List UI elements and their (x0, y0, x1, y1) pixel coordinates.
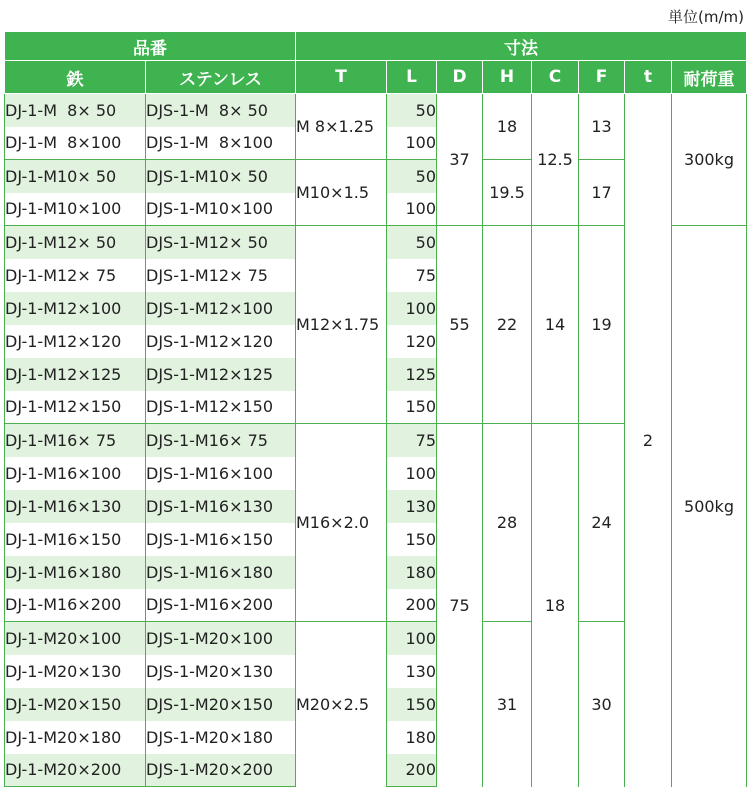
unit-label: 単位(m/m) (668, 8, 744, 26)
stainless-code: DJS-1-M20×100 (146, 622, 296, 655)
dim-D: 75 (437, 424, 483, 787)
length: 150 (387, 391, 437, 424)
header-load: 耐荷重 (672, 61, 747, 94)
thread-size: M10×1.5 (296, 160, 387, 226)
iron-code: DJ-1-M20×150 (5, 688, 146, 721)
stainless-code: DJS-1-M12× 50 (146, 226, 296, 259)
dim-C: 12.5 (532, 94, 579, 226)
length: 50 (387, 94, 437, 127)
stainless-code: DJS-1-M10×100 (146, 193, 296, 226)
iron-code: DJ-1-M20×100 (5, 622, 146, 655)
dim-F: 24 (579, 424, 625, 622)
length: 150 (387, 688, 437, 721)
dim-H: 28 (483, 424, 532, 622)
dim-F: 13 (579, 94, 625, 160)
length: 180 (387, 721, 437, 754)
iron-code: DJ-1-M12×120 (5, 325, 146, 358)
load-capacity: 300kg (672, 94, 747, 226)
stainless-code: DJS-1-M20×200 (146, 754, 296, 787)
iron-code: DJ-1-M20×130 (5, 655, 146, 688)
length: 100 (387, 292, 437, 325)
header-H: H (483, 61, 532, 94)
header-L: L (387, 61, 437, 94)
length: 180 (387, 556, 437, 589)
length: 100 (387, 457, 437, 490)
stainless-code: DJS-1-M16× 75 (146, 424, 296, 457)
length: 200 (387, 754, 437, 787)
header-dimensions: 寸法 (296, 32, 747, 61)
iron-code: DJ-1-M12×150 (5, 391, 146, 424)
length: 120 (387, 325, 437, 358)
iron-code: DJ-1-M16×150 (5, 523, 146, 556)
dim-H: 19.5 (483, 160, 532, 226)
iron-code: DJ-1-M 8×100 (5, 127, 146, 160)
dim-C: 18 (532, 424, 579, 787)
stainless-code: DJS-1-M16×100 (146, 457, 296, 490)
stainless-code: DJS-1-M10× 50 (146, 160, 296, 193)
header-stainless: ステンレス (146, 61, 296, 94)
iron-code: DJ-1-M16×100 (5, 457, 146, 490)
header-T: T (296, 61, 387, 94)
iron-code: DJ-1-M10× 50 (5, 160, 146, 193)
stainless-code: DJS-1-M12×150 (146, 391, 296, 424)
length: 125 (387, 358, 437, 391)
thread-size: M12×1.75 (296, 226, 387, 424)
stainless-code: DJS-1-M20×130 (146, 655, 296, 688)
dim-F: 30 (579, 622, 625, 787)
header-F: F (579, 61, 625, 94)
length: 100 (387, 193, 437, 226)
iron-code: DJ-1-M10×100 (5, 193, 146, 226)
header-C: C (532, 61, 579, 94)
stainless-code: DJS-1-M16×130 (146, 490, 296, 523)
stainless-code: DJS-1-M20×150 (146, 688, 296, 721)
iron-code: DJ-1-M16× 75 (5, 424, 146, 457)
dim-H: 18 (483, 94, 532, 160)
iron-code: DJ-1-M 8× 50 (5, 94, 146, 127)
iron-code: DJ-1-M12×125 (5, 358, 146, 391)
length: 130 (387, 655, 437, 688)
dim-C: 14 (532, 226, 579, 424)
length: 150 (387, 523, 437, 556)
dim-H: 31 (483, 622, 532, 787)
stainless-code: DJS-1-M 8×100 (146, 127, 296, 160)
header-t: t (625, 61, 672, 94)
thread-size: M16×2.0 (296, 424, 387, 622)
stainless-code: DJS-1-M12×120 (146, 325, 296, 358)
iron-code: DJ-1-M20×200 (5, 754, 146, 787)
iron-code: DJ-1-M20×180 (5, 721, 146, 754)
length: 130 (387, 490, 437, 523)
length: 50 (387, 160, 437, 193)
stainless-code: DJS-1-M20×180 (146, 721, 296, 754)
load-capacity: 500kg (672, 226, 747, 787)
thread-size: M20×2.5 (296, 622, 387, 787)
dim-D: 37 (437, 94, 483, 226)
dim-D: 55 (437, 226, 483, 424)
iron-code: DJ-1-M12× 50 (5, 226, 146, 259)
iron-code: DJ-1-M12×100 (5, 292, 146, 325)
dim-F: 17 (579, 160, 625, 226)
header-iron: 鉄 (5, 61, 146, 94)
length: 200 (387, 589, 437, 622)
dim-t: 2 (625, 94, 672, 787)
spec-table (4, 31, 747, 787)
table-row (5, 94, 747, 127)
iron-code: DJ-1-M16×180 (5, 556, 146, 589)
iron-code: DJ-1-M16×200 (5, 589, 146, 622)
stainless-code: DJS-1-M 8× 50 (146, 94, 296, 127)
stainless-code: DJS-1-M12×125 (146, 358, 296, 391)
stainless-code: DJS-1-M12× 75 (146, 259, 296, 292)
thread-size: M 8×1.25 (296, 94, 387, 160)
length: 100 (387, 127, 437, 160)
dim-F: 19 (579, 226, 625, 424)
length: 75 (387, 259, 437, 292)
stainless-code: DJS-1-M12×100 (146, 292, 296, 325)
iron-code: DJ-1-M12× 75 (5, 259, 146, 292)
header-part-number: 品番 (5, 32, 296, 61)
stainless-code: DJS-1-M16×180 (146, 556, 296, 589)
stainless-code: DJS-1-M16×150 (146, 523, 296, 556)
header-D: D (437, 61, 483, 94)
length: 100 (387, 622, 437, 655)
stainless-code: DJS-1-M16×200 (146, 589, 296, 622)
length: 75 (387, 424, 437, 457)
iron-code: DJ-1-M16×130 (5, 490, 146, 523)
dim-H: 22 (483, 226, 532, 424)
length: 50 (387, 226, 437, 259)
